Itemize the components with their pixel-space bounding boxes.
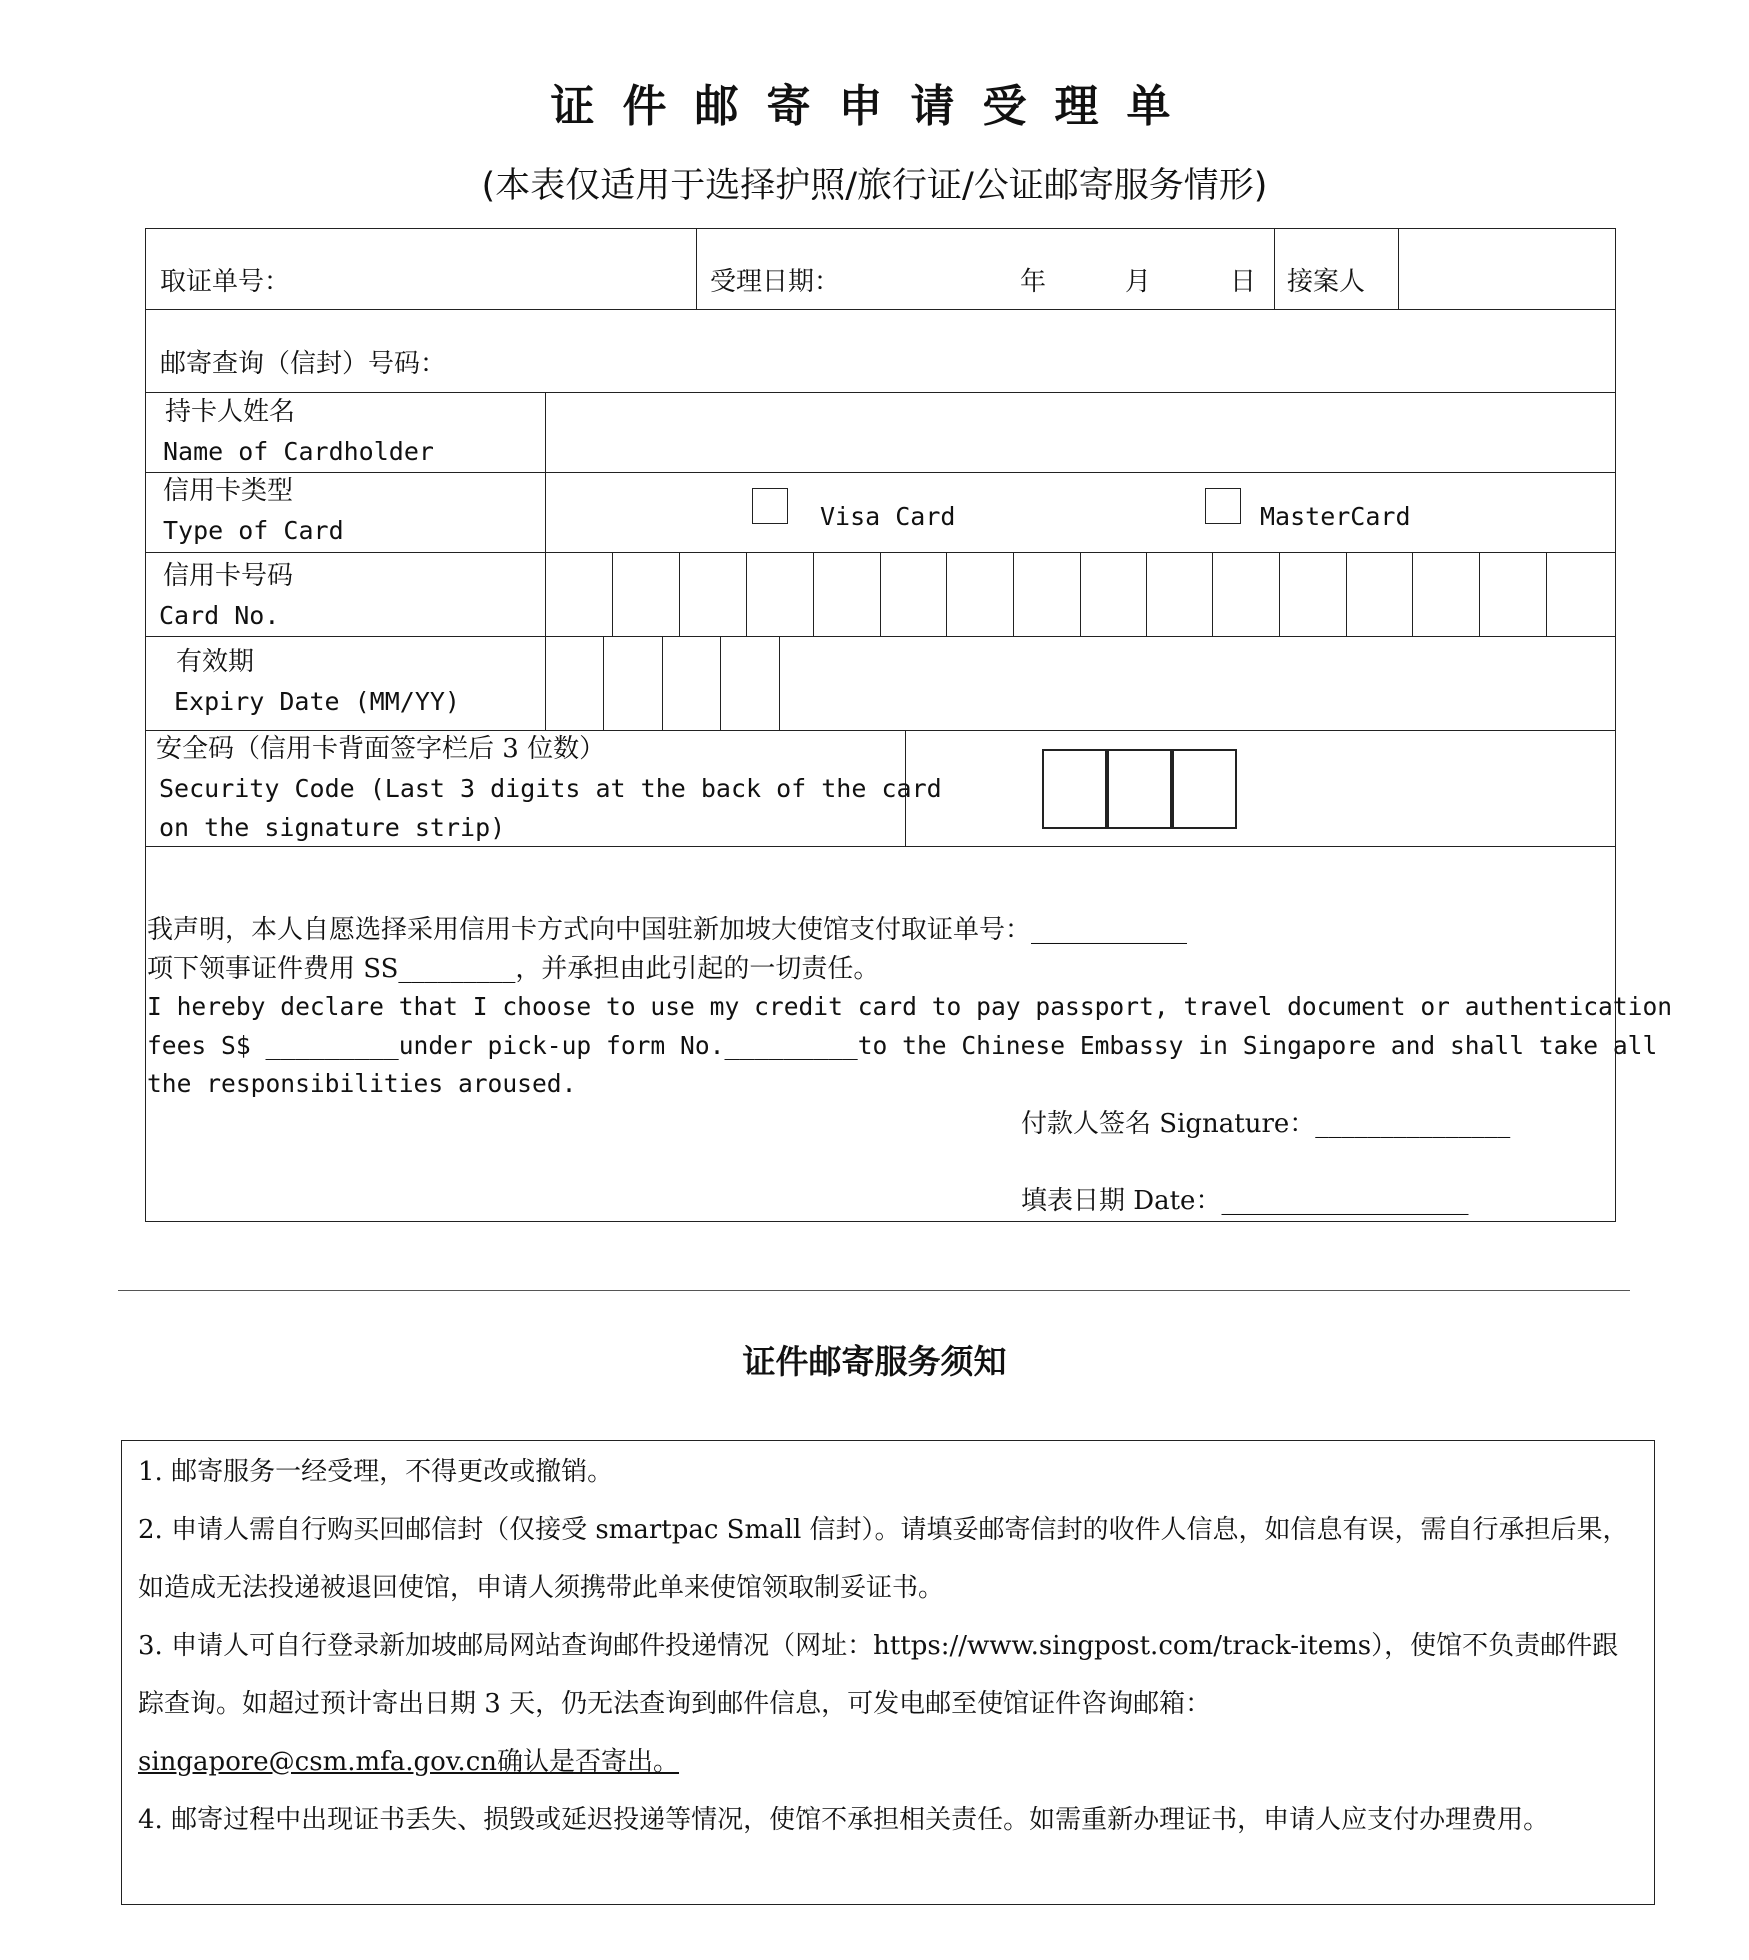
notice-box (121, 1440, 1655, 1905)
row-divider (145, 472, 1616, 473)
row-divider (145, 636, 1616, 637)
declaration-en-line3: the responsibilities aroused. (147, 1069, 577, 1098)
card-type-label-cn: 信用卡类型 (163, 476, 294, 506)
expiry-label-en: Expiry Date (MM/YY) (174, 687, 460, 716)
notice-item-4: 4. 邮寄过程中出现证书丢失、损毁或延迟投递等情况，使馆不承担相关责任。如需重新办理证书，申请人应支付办理费用。 (138, 1805, 1550, 1835)
declaration-en-line2: fees S$ _________under pick-up form No._________to the Chinese Embassy in Singapore and shall take all (147, 1030, 1658, 1060)
col-divider (1274, 228, 1275, 309)
card-type-label-en: Type of Card (163, 516, 344, 545)
expiry-divider (662, 636, 663, 730)
col-divider (696, 228, 697, 309)
row-divider (145, 392, 1616, 393)
expiry-divider (603, 636, 604, 730)
notice-item-3-tail: 确认是否寄出。 (497, 1747, 680, 1777)
form-subtitle: (本表仅适用于选择护照/旅行证/公证邮寄服务情形) (481, 166, 1268, 206)
card-digit-divider (1146, 552, 1147, 636)
cardholder-label-en: Name of Cardholder (163, 437, 434, 466)
card-digit-divider (813, 552, 814, 636)
notice-item-1: 1. 邮寄服务一经受理，不得更改或撤销。 (138, 1457, 614, 1487)
security-label-en: Security Code (Last 3 digits at the back of the card (159, 774, 942, 803)
declaration-en-line1: I hereby declare that I choose to use my credit card to pay passport, travel document or authentication (147, 992, 1673, 1021)
col-divider (1398, 228, 1399, 309)
pickup-no-label: 取证单号： (160, 267, 291, 297)
declaration-cn-line1: 我声明，本人自愿选择采用信用卡方式向中国驻新加坡大使馆支付取证单号：____________ (147, 915, 1188, 945)
notice-item-3 (138, 1617, 1638, 1791)
notice-title: 证件邮寄服务须知 (742, 1342, 1007, 1381)
card-digit-divider (1279, 552, 1280, 636)
card-digit-divider (1346, 552, 1347, 636)
security-digit-box[interactable] (1042, 749, 1107, 829)
handler-field[interactable] (1400, 230, 1614, 308)
col-divider (545, 392, 546, 730)
accept-date-label: 受理日期： (710, 267, 841, 297)
security-digit-box[interactable] (1107, 749, 1172, 829)
card-no-label-cn: 信用卡号码 (163, 561, 294, 591)
card-digit-divider (612, 552, 613, 636)
cardholder-name-field[interactable] (547, 394, 1614, 471)
fill-date-line[interactable]: 填表日期 Date：___________________ (1021, 1186, 1469, 1216)
expiry-divider (779, 636, 780, 730)
declaration-cn-line2: 项下领事证件费用 SS_________，并承担由此引起的一切责任。 (147, 953, 880, 984)
card-digit-divider (679, 552, 680, 636)
card-digit-divider (746, 552, 747, 636)
card-digit-divider (1412, 552, 1413, 636)
card-digit-divider (1546, 552, 1547, 636)
visa-label: Visa Card (820, 502, 956, 531)
notice-item-2: 2. 申请人需自行购买回邮信封（仅接受 smartpac Small 信封）。请填妥邮寄信封的收件人信息，如信息有误，需自行承担后果，如造成无法投递被退回使馆，申请人须携带此单来使馆领取制妥证书。 (138, 1515, 1629, 1603)
handler-label: 接案人 (1287, 267, 1366, 297)
day-label: 日 (1230, 267, 1257, 297)
form-title: 证件邮寄申请受理单 (550, 81, 1199, 132)
security-digit-box[interactable] (1172, 749, 1237, 829)
expiry-label-cn: 有效期 (176, 647, 255, 677)
row-divider (145, 309, 1616, 310)
notice-item-3-text: 3. 申请人可自行登录新加坡邮局网站查询邮件投递情况（网址：https://www.singpost.com/track-items），使馆不负责邮件跟踪查询。如超过预计寄出日期 3 天，仍无法查询到邮件信息，可发电邮至使馆证件咨询邮箱： (138, 1631, 1619, 1719)
card-digit-divider (1479, 552, 1480, 636)
cardholder-label-cn: 持卡人姓名 (165, 397, 296, 427)
tracking-no-label: 邮寄查询（信封）号码： (160, 349, 447, 379)
section-separator (118, 1290, 1630, 1291)
signature-line[interactable]: 付款人签名 Signature：_______________ (1021, 1109, 1511, 1139)
card-no-label-en: Card No. (159, 601, 280, 630)
security-label-cn: 安全码（信用卡背面签字栏后 3 位数） (156, 734, 606, 764)
month-label: 月 (1125, 267, 1152, 297)
card-digit-divider (946, 552, 947, 636)
mastercard-checkbox[interactable] (1205, 488, 1241, 524)
card-digit-divider (1013, 552, 1014, 636)
security-label-en-cont: on the signature strip) (159, 813, 506, 842)
notice-email[interactable]: singapore@csm.mfa.gov.cn (138, 1747, 497, 1777)
card-digit-divider (880, 552, 881, 636)
visa-checkbox[interactable] (752, 488, 788, 524)
expiry-divider (720, 636, 721, 730)
card-digit-divider (1080, 552, 1081, 636)
declaration (147, 911, 1673, 1104)
mastercard-label: MasterCard (1260, 502, 1411, 531)
card-digit-divider (1212, 552, 1213, 636)
notice-email-link[interactable] (138, 1747, 679, 1777)
year-label: 年 (1020, 267, 1047, 297)
